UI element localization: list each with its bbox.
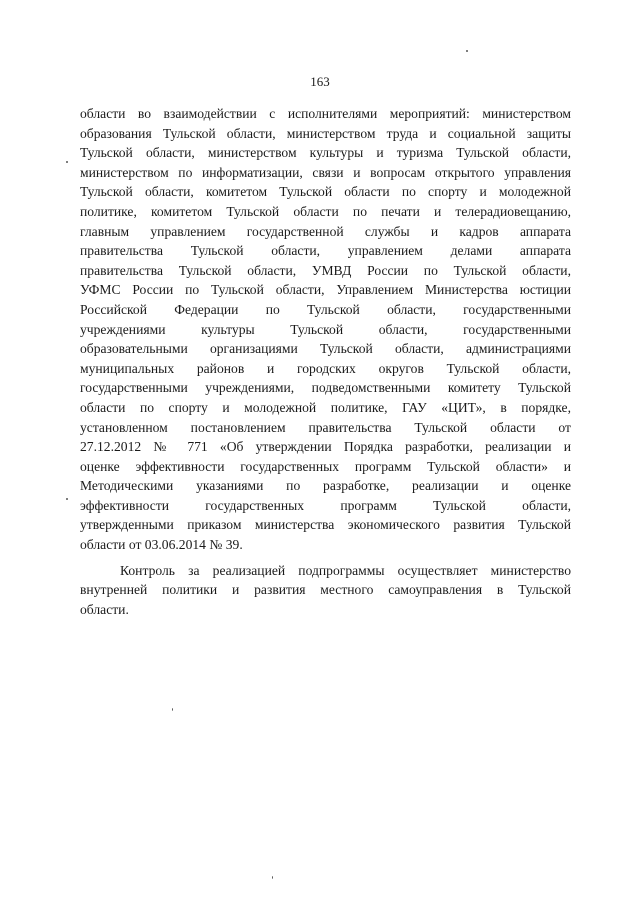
scan-speck — [466, 50, 468, 52]
text-line: Тульской области, министерством культуры и туризма Тульской области, — [80, 145, 571, 161]
text-line: образования Тульской области, министерством труда и социальной защиты — [80, 125, 571, 141]
body-text — [80, 104, 571, 619]
text-line: правительства Тульской области, управлением делами аппарата — [80, 243, 571, 259]
text-line: установленном постановлением правительства Тульской области от — [80, 419, 571, 435]
text-line: политике, комитетом Тульской области по печати и телерадиовещанию, — [80, 203, 571, 219]
scan-speck — [66, 498, 68, 500]
text-line: правительства Тульской области, УМВД России по Тульской области, — [80, 262, 571, 278]
text-line: области. — [80, 601, 129, 617]
text-line: 27.12.2012 № 771 «Об утверждении Порядка разработки, реализации и — [80, 439, 571, 455]
text-line: учреждениями культуры Тульской области, государственными — [80, 321, 571, 337]
text-line: области по спорту и молодежной политике, ГАУ «ЦИТ», в порядке, — [80, 399, 571, 415]
text-line: области от 03.06.2014 № 39. — [80, 537, 243, 553]
paragraph — [80, 561, 571, 620]
paragraph — [80, 104, 571, 555]
text-line: оценке эффективности государственных программ Тульской области» и — [80, 458, 571, 474]
text-line: Контроль за реализацией подпрограммы осуществляет министерство — [120, 562, 571, 578]
text-line: образовательными организациями Тульской области, администрациями — [80, 341, 571, 357]
text-line: утвержденными приказом министерства экономического развития Тульской — [80, 517, 571, 533]
text-line: муниципальных районов и городских округов Тульской области, — [80, 360, 571, 376]
text-line: области во взаимодействии с исполнителями мероприятий: министерством — [80, 106, 571, 121]
text-line: Российской Федерации по Тульской области, государственными — [80, 301, 571, 317]
text-line: внутренней политики и развития местного самоуправления в Тульской — [80, 582, 571, 598]
text-line: министерством по информатизации, связи и вопросам открытого управления — [80, 164, 571, 180]
scan-speck — [272, 876, 273, 879]
text-line: Тульской области, комитетом Тульской области по спорту и молодежной — [80, 184, 571, 200]
text-line: государственными учреждениями, подведомственными комитету Тульской — [80, 380, 571, 396]
text-line: эффективности государственных программ Тульской области, — [80, 497, 571, 513]
text-line: УФМС России по Тульской области, Управлением Министерства юстиции — [80, 282, 571, 298]
text-line: главным управлением государственной службы и кадров аппарата — [80, 223, 571, 239]
scan-speck — [66, 161, 68, 163]
page-number: 163 — [310, 74, 330, 89]
scan-speck — [172, 708, 173, 711]
text-line: Методическими указаниями по разработке, реализации и оценке — [80, 478, 571, 494]
